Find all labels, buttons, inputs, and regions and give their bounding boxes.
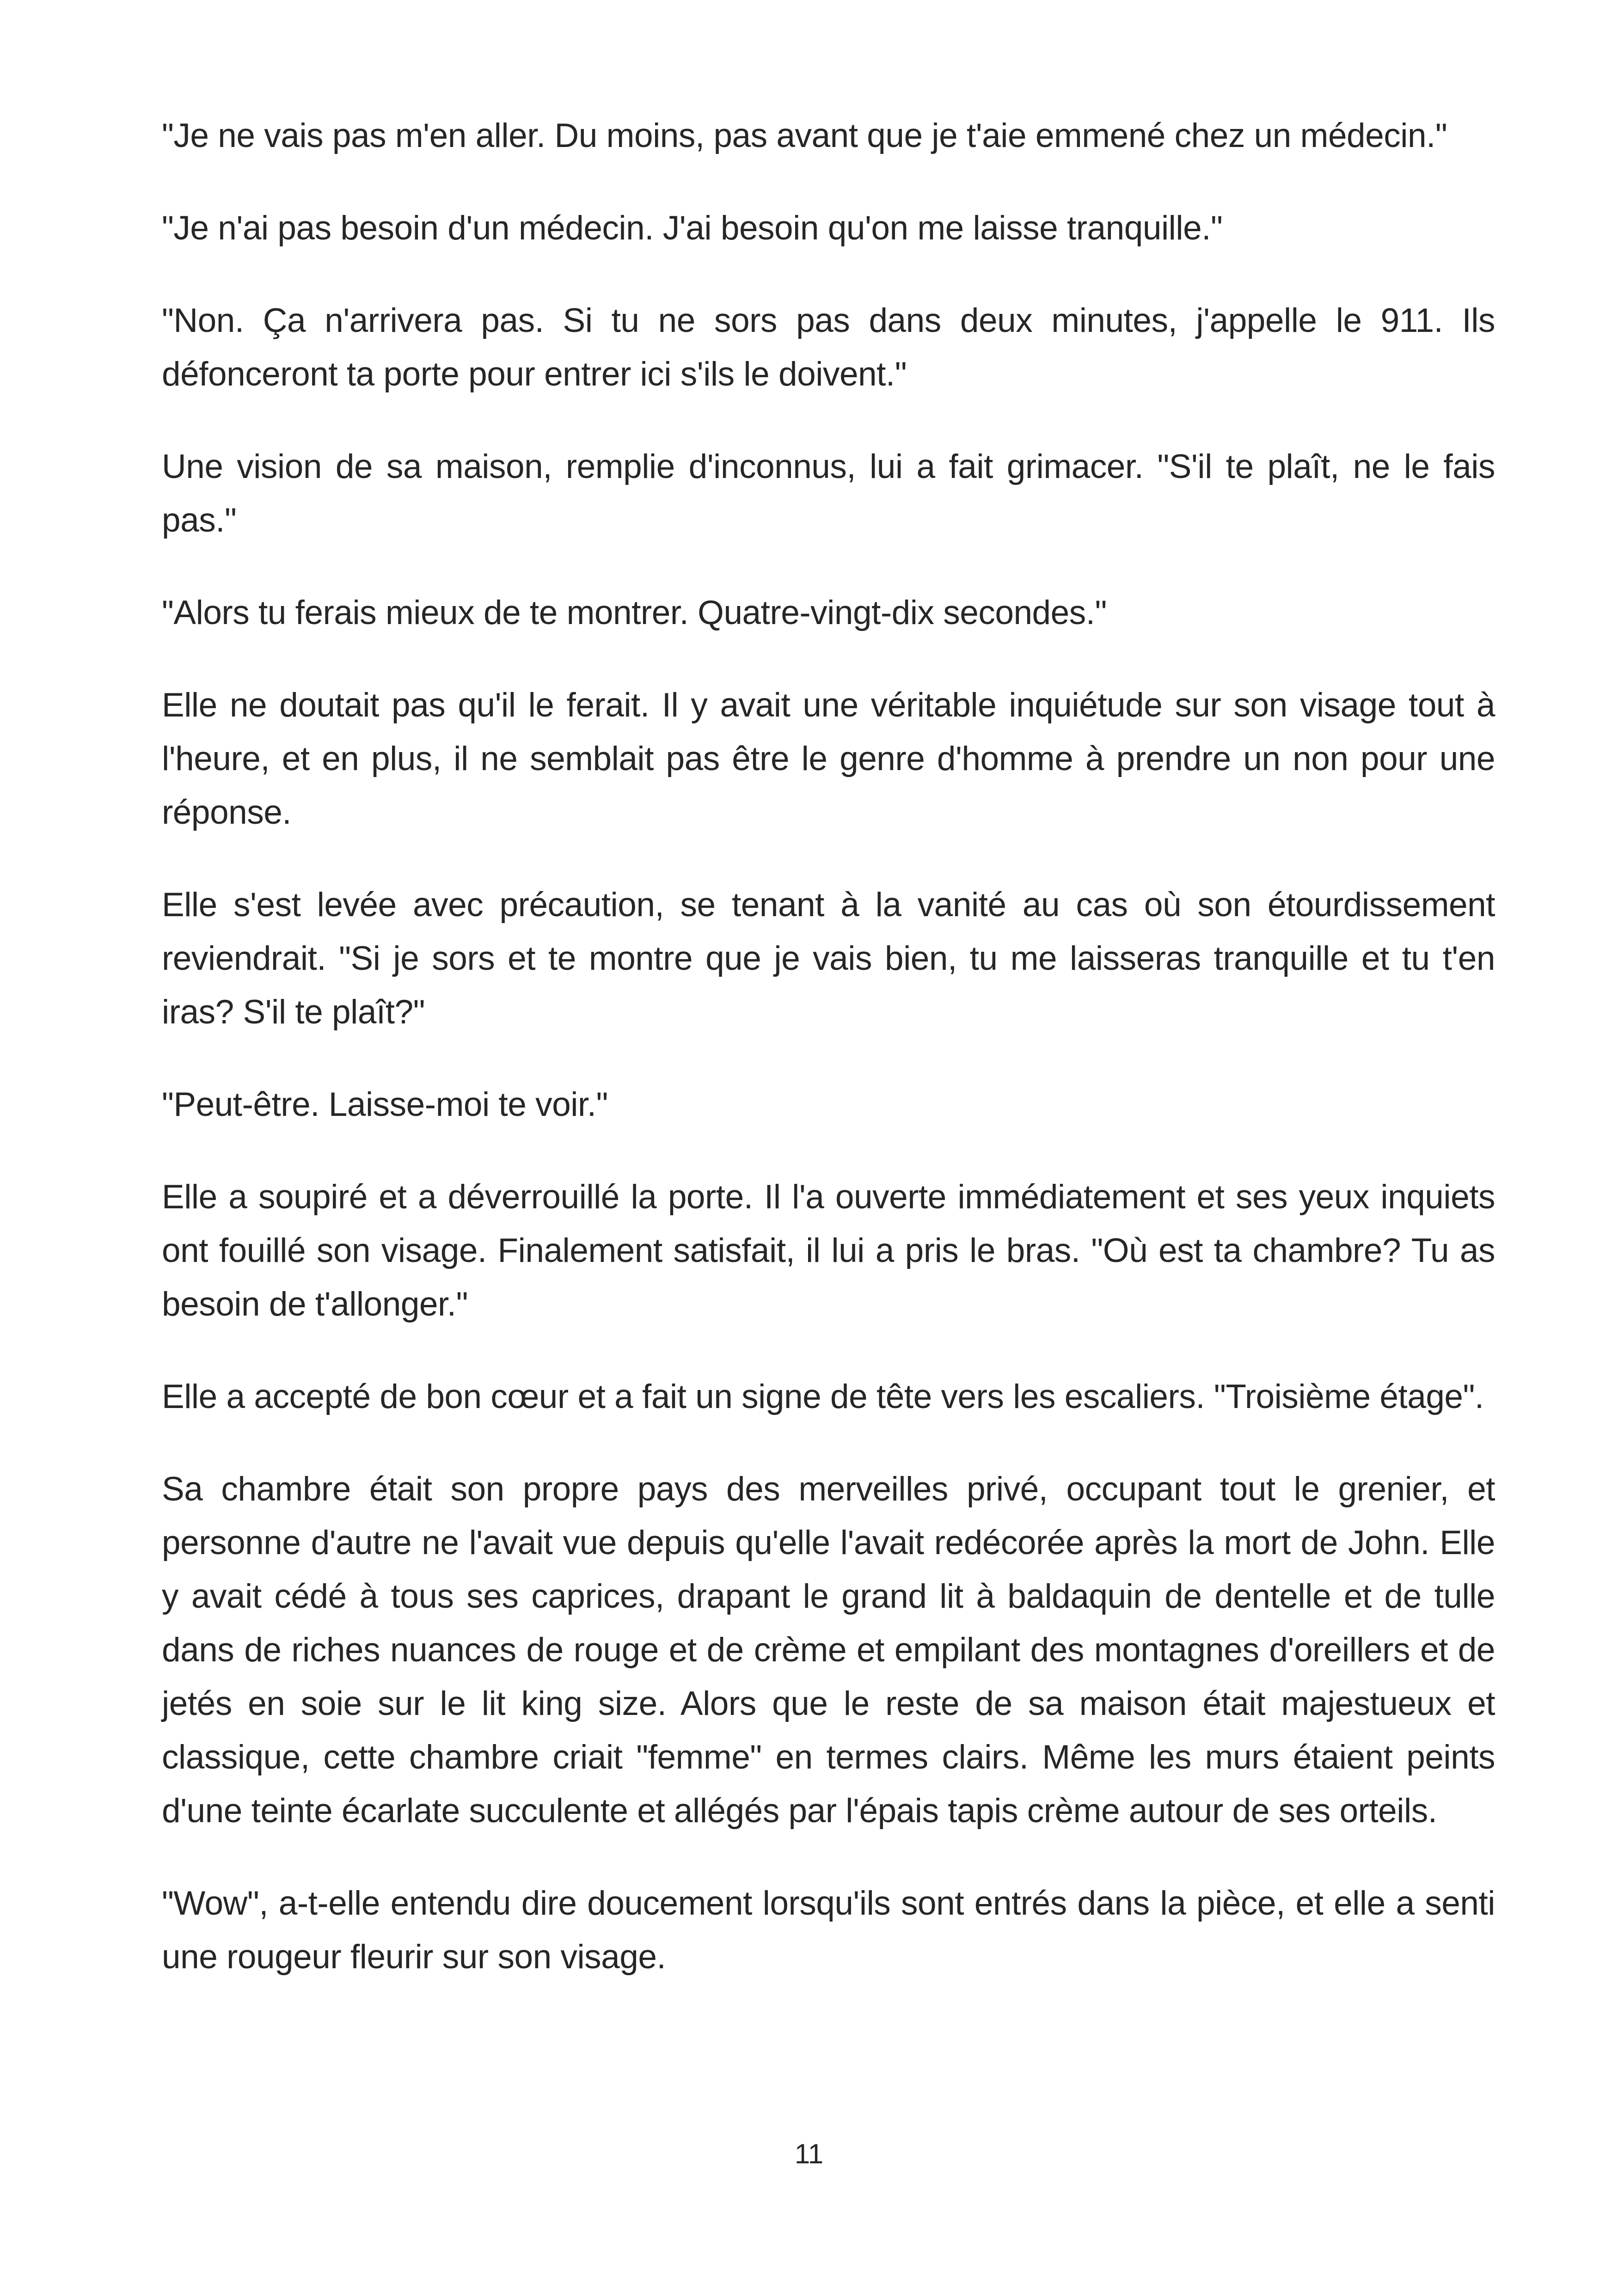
paragraph: Elle a accepté de bon cœur et a fait un signe de tête vers les escaliers. "Troisième étage".: [162, 1378, 1484, 1415]
paragraph: "Wow", a-t-elle entendu dire doucement lorsqu'ils sont entrés dans la pièce, et elle a senti une rougeur fleurir sur son visage.: [162, 1885, 1495, 1976]
paragraph: Elle ne doutait pas qu'il le ferait. Il y avait une véritable inquiétude sur son visage tout à l'heure, et en plus, il ne semblait pas être le genre d'homme à prendre un non pour une réponse.: [162, 686, 1495, 831]
paragraph: "Alors tu ferais mieux de te montrer. Quatre-vingt-dix secondes.": [162, 594, 1107, 631]
paragraph: Elle a soupiré et a déverrouillé la porte. Il l'a ouverte immédiatement et ses yeux inquiets ont fouillé son visage. Finalement satisfait, il lui a pris le bras. "Où est ta chambre? Tu as besoin de t'allonger.": [162, 1178, 1495, 1323]
body-text: [162, 109, 1495, 2023]
paragraph: "Je n'ai pas besoin d'un médecin. J'ai besoin qu'on me laisse tranquille.": [162, 209, 1223, 247]
paragraph: "Peut-être. Laisse-moi te voir.": [162, 1086, 608, 1123]
paragraph: Une vision de sa maison, remplie d'inconnus, lui a fait grimacer. "S'il te plaît, ne le fais pas.": [162, 448, 1495, 539]
page-number: 11: [794, 2138, 824, 2169]
paragraph: "Non. Ça n'arrivera pas. Si tu ne sors pas dans deux minutes, j'appelle le 911. Ils défonceront ta porte pour entrer ici s'ils le doivent.": [162, 302, 1495, 393]
paragraph: Sa chambre était son propre pays des merveilles privé, occupant tout le grenier, et personne d'autre ne l'avait vue depuis qu'elle l'avait redécorée après la mort de John. Elle y avait cédé à tous ses caprices, drapant le grand lit à baldaquin de dentelle et de tulle dans de riches nuances de rouge et de crème et empilant des montagnes d'oreillers et de jetés en soie sur le lit king size. Alors que le reste de sa maison était majestueux et classique, cette chambre criait "femme" en termes clairs. Même les murs étaient peints d'une teinte écarlate succulente et allégés par l'épais tapis crème autour de ses orteils.: [162, 1470, 1495, 1830]
paragraph: "Je ne vais pas m'en aller. Du moins, pas avant que je t'aie emmené chez un médecin.": [162, 117, 1447, 154]
paragraph: Elle s'est levée avec précaution, se tenant à la vanité au cas où son étourdissement reviendrait. "Si je sors et te montre que je vais bien, tu me laisseras tranquille et tu t'en iras? S'il te plaît?": [162, 886, 1495, 1031]
